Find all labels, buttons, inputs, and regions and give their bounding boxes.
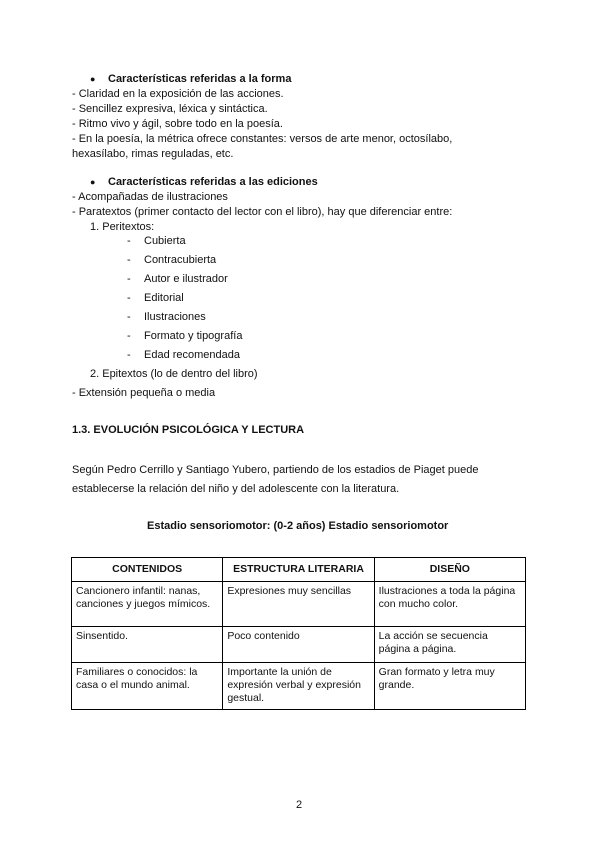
table-header-cell: ESTRUCTURA LITERARIA (223, 558, 374, 582)
peritexto-item: Edad recomendada (144, 349, 241, 361)
forma-item: - Sencillez expresiva, léxica y sintáctica. (72, 103, 268, 115)
dash: - (127, 349, 131, 361)
forma-item: - En la poesía, la métrica ofrece constantes: versos de arte menor, octosílabo, (72, 133, 453, 145)
peritextos-label: 1. Peritextos: (90, 221, 155, 233)
table-cell: Importante la unión de expresión verbal y expresión gestual. (223, 663, 374, 710)
table-row (72, 627, 526, 663)
paragraph-line: Según Pedro Cerrillo y Santiago Yubero, partiendo de los estadios de Piaget puede (72, 464, 479, 476)
dash: - (127, 235, 131, 247)
forma-heading: Características referidas a la forma (108, 73, 292, 85)
table-header-cell: CONTENIDOS (72, 558, 223, 582)
table-header-row (72, 558, 526, 582)
section-title: 1.3. EVOLUCIÓN PSICOLÓGICA Y LECTURA (72, 424, 305, 436)
table-cell: Sinsentido. (72, 627, 223, 663)
dash: - (127, 311, 131, 323)
dash: - (127, 273, 131, 285)
ediciones-heading: Características referidas a las ediciones (108, 176, 318, 188)
stage-table (71, 557, 526, 710)
table-header-cell: DISEÑO (374, 558, 525, 582)
table-cell: Gran formato y letra muy grande. (374, 663, 525, 710)
forma-item: - Claridad en la exposición de las acciones. (72, 88, 284, 100)
dash: - (127, 292, 131, 304)
table-cell: Expresiones muy sencillas (223, 582, 374, 627)
dash: - (127, 330, 131, 342)
peritexto-item: Autor e ilustrador (144, 273, 228, 285)
bullet-dot: ● (90, 177, 96, 187)
epitextos-label: 2. Epitextos (lo de dentro del libro) (90, 368, 258, 380)
table-cell: La acción se secuencia página a página. (374, 627, 525, 663)
table-cell: Ilustraciones a toda la página con mucho color. (374, 582, 525, 627)
peritexto-item: Editorial (144, 292, 184, 304)
forma-item: hexasílabo, rimas reguladas, etc. (72, 148, 234, 160)
ediciones-line: - Paratextos (primer contacto del lector con el libro), hay que diferenciar entre: (72, 206, 453, 218)
paragraph-line: establecerse la relación del niño y del adolescente con la literatura. (72, 483, 400, 495)
peritexto-item: Ilustraciones (144, 311, 206, 323)
table-cell: Poco contenido (223, 627, 374, 663)
peritexto-item: Cubierta (144, 235, 186, 247)
dash: - (127, 254, 131, 266)
ediciones-line: - Acompañadas de ilustraciones (72, 191, 228, 203)
table-row (72, 582, 526, 627)
peritexto-item: Contracubierta (144, 254, 217, 266)
bullet-dot: ● (90, 74, 96, 84)
table-cell: Familiares o conocidos: la casa o el mundo animal. (72, 663, 223, 710)
table-row (72, 663, 526, 710)
table-cell: Cancionero infantil: nanas, canciones y juegos mímicos. (72, 582, 223, 627)
peritexto-item: Formato y tipografía (144, 330, 243, 342)
extension-line: - Extensión pequeña o media (72, 387, 216, 399)
table-caption: Estadio sensoriomotor: (0-2 años) Estadio sensoriomotor (147, 520, 449, 532)
page-number: 2 (296, 799, 303, 811)
forma-item: - Ritmo vivo y ágil, sobre todo en la poesía. (72, 118, 283, 130)
